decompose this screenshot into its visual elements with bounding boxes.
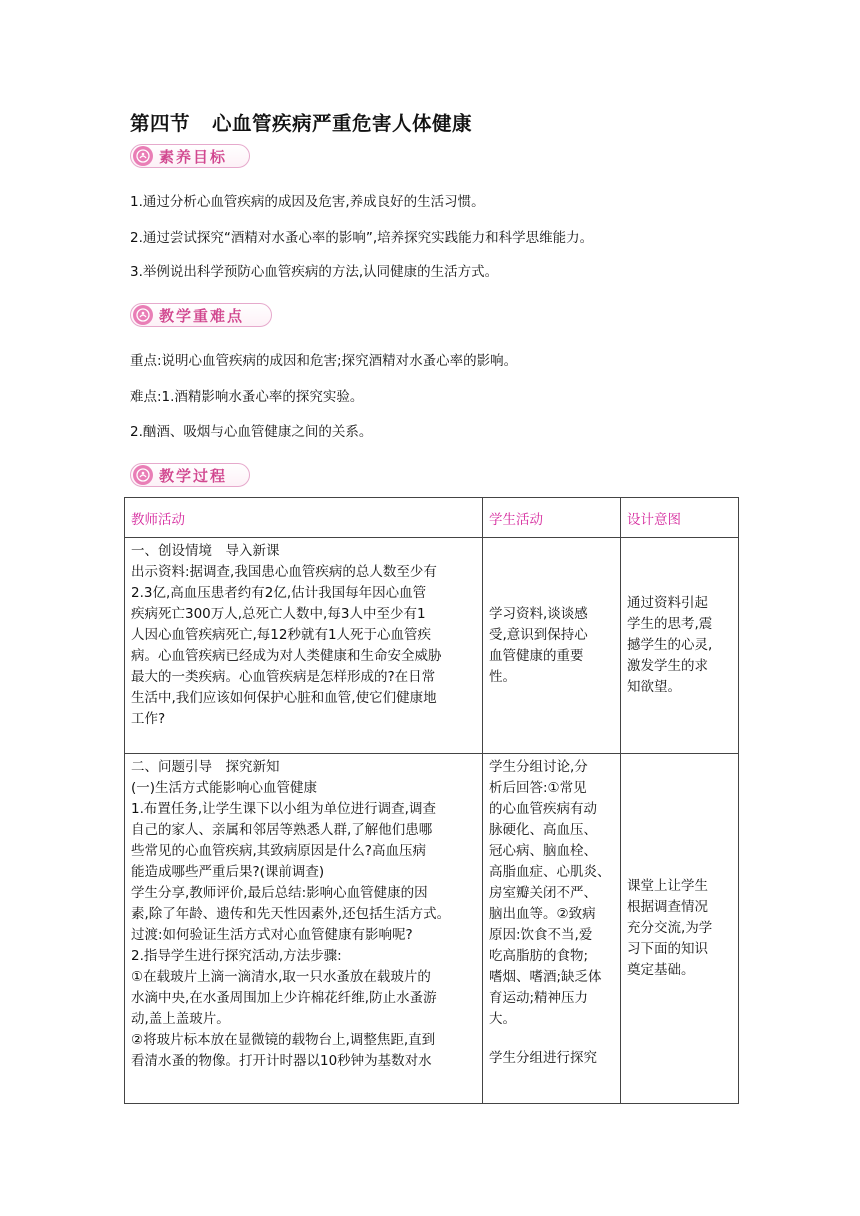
table-header-row <box>125 498 739 538</box>
table-row <box>125 538 739 754</box>
page-title <box>130 108 472 136</box>
goals-badge-label: 素养目标 <box>159 147 228 166</box>
process-badge <box>130 463 250 487</box>
section-name: 心血管疾病严重危害人体健康 <box>212 112 473 135</box>
table-row <box>125 754 739 1104</box>
teacher-activity-cell: 一、创设情境 导入新课 出示资料:据调查,我国患心血管疾病的总人数至少有 2.3亿,高血压患者约有2亿,估计我国每年因心血管 疾病死亡300万人,总死亡人数中,每3人中至少有1 人因心血管疾病死亡,每12秒就有1人死于心血管疾 病。心血管疾病已经成为对人类健康和生命安全威胁 最大的一类疾病。心血管疾病是怎样形成的?在日常 生活中,我们应该如何保护心脏和血管,使它们健康地 工作? <box>131 543 442 727</box>
key-points-badge <box>130 303 272 327</box>
design-intent-cell: 课堂上让学生 根据调查情况 充分交流,为学 习下面的知识 奠定基础。 <box>627 878 713 978</box>
key-point-main: 重点:说明心血管疾病的成因和危害;探究酒精对水蚤心率的影响。 <box>130 353 518 369</box>
key-points-badge-label: 教学重难点 <box>159 306 245 325</box>
teaching-process-table <box>124 497 739 1104</box>
process-badge-label: 教学过程 <box>159 466 228 485</box>
header-design-intent: 设计意图 <box>621 498 739 538</box>
badge-emblem-icon <box>133 305 153 325</box>
design-intent-cell: 通过资料引起 学生的思考,震 撼学生的心灵, 激发学生的求 知欲望。 <box>627 595 713 695</box>
goal-item-1: 1.通过分析心血管疾病的成因及危害,养成良好的生活习惯。 <box>130 194 485 210</box>
badge-emblem-icon <box>133 146 153 166</box>
goals-badge <box>130 144 250 168</box>
student-activity-cell-continued: 学生分组进行探究 <box>489 1050 597 1066</box>
teacher-activity-cell: 二、问题引导 探究新知 (一)生活方式能影响心血管健康 1.布置任务,让学生课下以小组为单位进行调查,调查 自己的家人、亲属和邻居等熟悉人群,了解他们患哪 些常见的心血管疾病,其致病原因是什么?高血压病 能造成哪些严重后果?(课前调查) 学生分享,教师评价,最后总结:影响心血管健康的因 素,除了年龄、遗传和先天性因素外,还包括生活方式。 过渡:如何验证生活方式对心血管健康有影响呢? 2.指导学生进行探究活动,方法步骤: ①在载玻片上滴一滴清水,取一只水蚤放在载玻片的 水滴中央,在水蚤周围加上少许棉花纤维,防止水蚤游 动,盖上盖玻片。 ②将玻片标本放在显微镜的载物台上,调整焦距,直到 看清水蚤的物像。打开计时器以10秒钟为基数对水 <box>131 759 451 1069</box>
key-point-difficulty-2: 2.酗酒、吸烟与心血管健康之间的关系。 <box>130 424 373 440</box>
student-activity-cell: 学生分组讨论,分 析后回答:①常见 的心血管疾病有动 脉硬化、高血压、 冠心病、脑血栓、 高脂血症、心肌炎、 房室瓣关闭不严、 脑出血等。②致病 原因:饮食不当,爱 吃高脂肪的食物; 嗜烟、嗜酒;缺乏体 育运动;精神压力 大。 <box>489 759 611 1027</box>
header-student-activity: 学生活动 <box>483 498 621 538</box>
goal-item-2: 2.通过尝试探究“酒精对水蚤心率的影响”,培养探究实践能力和科学思维能力。 <box>130 230 594 246</box>
goal-item-3: 3.举例说出科学预防心血管疾病的方法,认同健康的生活方式。 <box>130 264 499 280</box>
badge-emblem-icon <box>133 465 153 485</box>
student-activity-cell: 学习资料,谈谈感 受,意识到保持心 血管健康的重要 性。 <box>489 605 588 685</box>
section-number: 第四节 <box>130 112 191 135</box>
header-teacher-activity: 教师活动 <box>125 498 483 538</box>
key-point-difficulty-1: 难点:1.酒精影响水蚤心率的探究实验。 <box>130 389 364 405</box>
